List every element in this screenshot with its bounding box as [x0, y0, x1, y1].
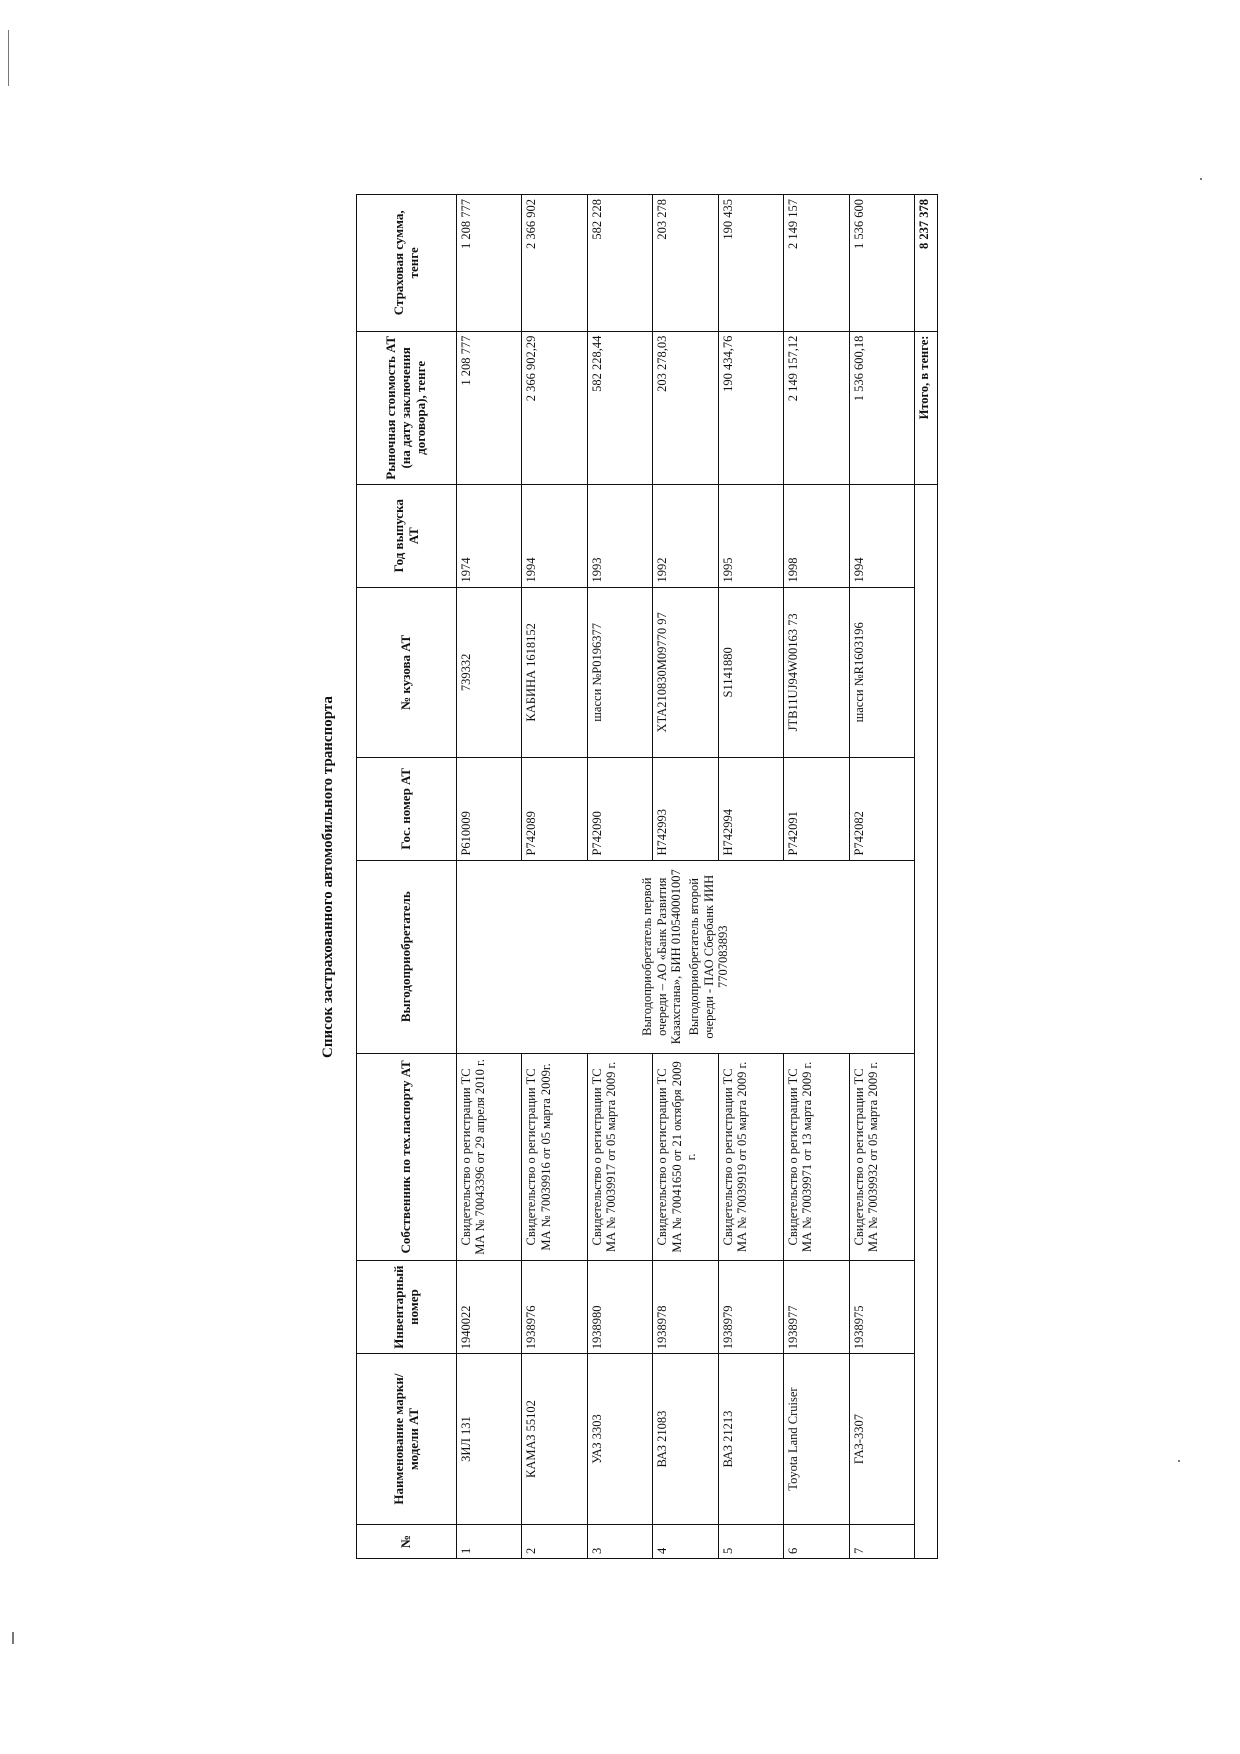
- document-title: Список застрахованного автомобильного транспорта: [320, 696, 336, 1058]
- cell-no: 6: [784, 1524, 849, 1558]
- cell-year: 1993: [587, 485, 652, 587]
- cell-beneficiary: [457, 860, 915, 1053]
- cell-body: КАБИНА 1618152: [522, 587, 587, 758]
- col-header-model: Наименование марки/модели АТ: [357, 1354, 457, 1525]
- vehicle-table: [356, 194, 938, 1559]
- col-header-insured-sum: Страховая сумма, тенге: [357, 195, 457, 332]
- col-header-owner: Собственник по тех.паспорту АТ: [357, 1053, 457, 1260]
- cell-year: 1998: [784, 485, 849, 587]
- col-header-plate: Гос. номер АТ: [357, 758, 457, 860]
- cell-body: шасси №P0196377: [587, 587, 652, 758]
- cell-no: 3: [587, 1524, 652, 1558]
- col-header-market-value: Рыночная стоимость АТ (на дату заключения договора), тенге: [357, 331, 457, 485]
- cell-insured-sum: 2 366 902: [522, 195, 587, 332]
- cell-body: шасси №R1603196: [849, 587, 914, 758]
- cell-owner: Свидетельство о регистрации ТС МА № 70039917 от 05 марта 2009 г.: [587, 1053, 652, 1260]
- scan-artifact: [1178, 1460, 1180, 1462]
- cell-plate: P742082: [849, 758, 914, 860]
- cell-no: 2: [522, 1524, 587, 1558]
- total-value: 8 237 378: [914, 195, 937, 332]
- cell-market-value: 190 434,76: [718, 331, 783, 485]
- table-row: [457, 195, 522, 1559]
- cell-body: S1141880: [718, 587, 783, 758]
- cell-market-value: 2 366 902,29: [522, 331, 587, 485]
- cell-year: 1992: [653, 485, 718, 587]
- cell-model: ЗИЛ 131: [457, 1354, 522, 1525]
- cell-insured-sum: 203 278: [653, 195, 718, 332]
- cell-model: ГАЗ-3307: [849, 1354, 914, 1525]
- cell-market-value: 1 208 777: [457, 331, 522, 485]
- cell-insured-sum: 582 228: [587, 195, 652, 332]
- cell-inventory: 1938978: [653, 1260, 718, 1353]
- cell-no: 4: [653, 1524, 718, 1558]
- scan-artifact: [8, 30, 9, 86]
- cell-insured-sum: 190 435: [718, 195, 783, 332]
- cell-owner: Свидетельство о регистрации ТС МА № 70039919 от 05 марта 2009 г.: [718, 1053, 783, 1260]
- total-spacer: [914, 485, 937, 1559]
- cell-model: ВАЗ 21083: [653, 1354, 718, 1525]
- cell-no: 5: [718, 1524, 783, 1558]
- cell-market-value: 582 228,44: [587, 331, 652, 485]
- total-row: [914, 195, 937, 1559]
- cell-owner: Свидетельство о регистрации ТС МА № 70041650 от 21 октября 2009 г.: [653, 1053, 718, 1260]
- cell-insured-sum: 2 149 157: [784, 195, 849, 332]
- col-header-no: №: [357, 1524, 457, 1558]
- cell-plate: P742089: [522, 758, 587, 860]
- cell-inventory: 1938980: [587, 1260, 652, 1353]
- cell-year: 1994: [522, 485, 587, 587]
- cell-model: ВАЗ 21213: [718, 1354, 783, 1525]
- col-header-beneficiary: Выгодоприобретатель: [357, 860, 457, 1053]
- cell-year: 1974: [457, 485, 522, 587]
- cell-plate: H742993: [653, 758, 718, 860]
- cell-owner: Свидетельство о регистрации ТС МА № 70039916 от 05 марта 2009г.: [522, 1053, 587, 1260]
- col-header-year: Год выпуска АТ: [357, 485, 457, 587]
- cell-market-value: 2 149 157,12: [784, 331, 849, 485]
- cell-model: УАЗ 3303: [587, 1354, 652, 1525]
- beneficiary-primary: Выгодоприобретатель первой очереди – АО «Банк Развития Казахстана», БИН 010540001007: [640, 869, 684, 1045]
- cell-body: JTB11UJ94W00163 73: [784, 587, 849, 758]
- cell-no: 1: [457, 1524, 522, 1558]
- cell-plate: P742091: [784, 758, 849, 860]
- cell-inventory: 1938975: [849, 1260, 914, 1353]
- beneficiary-secondary: Выгодоприобретатель второй очереди - ПАО Сбербанк ИИН 7707083893: [687, 874, 731, 1039]
- cell-market-value: 203 278,03: [653, 331, 718, 485]
- cell-owner: Свидетельство о регистрации ТС МА № 70043396 от 29 апреля 2010 г.: [457, 1053, 522, 1260]
- cell-market-value: 1 536 600,18: [849, 331, 914, 485]
- cell-inventory: 1938979: [718, 1260, 783, 1353]
- cell-year: 1994: [849, 485, 914, 587]
- scan-artifact: [12, 1632, 14, 1644]
- col-header-body: № кузова АТ: [357, 587, 457, 758]
- cell-inventory: 1938977: [784, 1260, 849, 1353]
- cell-year: 1995: [718, 485, 783, 587]
- scan-artifact: [1200, 178, 1202, 180]
- cell-plate: P610009: [457, 758, 522, 860]
- cell-insured-sum: 1 536 600: [849, 195, 914, 332]
- total-label: Итого, в тенге:: [914, 331, 937, 485]
- cell-model: Toyota Land Cruiser: [784, 1354, 849, 1525]
- cell-inventory: 1938976: [522, 1260, 587, 1353]
- cell-body: 739332: [457, 587, 522, 758]
- cell-owner: Свидетельство о регистрации ТС МА № 70039971 от 13 марта 2009 г.: [784, 1053, 849, 1260]
- col-header-inventory: Инвентарный номер: [357, 1260, 457, 1353]
- cell-model: КАМАЗ 55102: [522, 1354, 587, 1525]
- rotated-content: [320, 167, 940, 1587]
- header-row: [357, 195, 457, 1559]
- cell-owner: Свидетельство о регистрации ТС МА № 70039932 от 05 марта 2009 г.: [849, 1053, 914, 1260]
- cell-insured-sum: 1 208 777: [457, 195, 522, 332]
- cell-inventory: 1940022: [457, 1260, 522, 1353]
- cell-body: XTA210830M09770 97: [653, 587, 718, 758]
- cell-no: 7: [849, 1524, 914, 1558]
- cell-plate: H742994: [718, 758, 783, 860]
- cell-plate: P742090: [587, 758, 652, 860]
